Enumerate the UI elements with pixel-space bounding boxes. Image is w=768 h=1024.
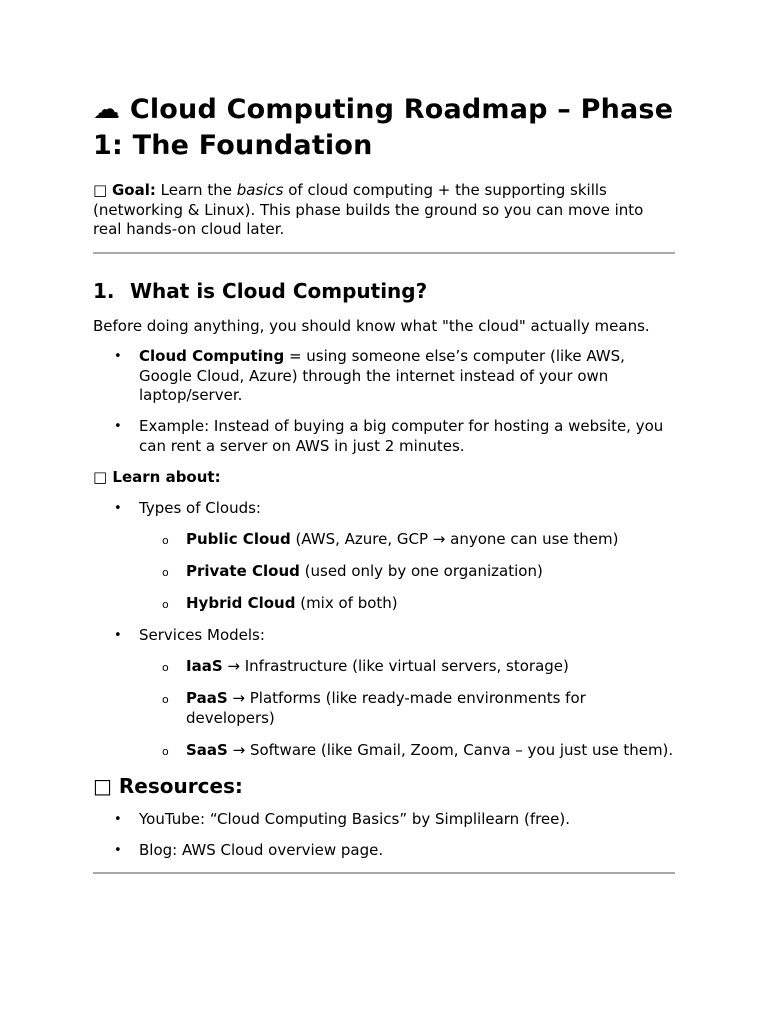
goal-text-2: of cloud computing + the supporting skills (networking & Linux). This phase builds the ground so you can move into real hands-on cloud later. (93, 181, 644, 238)
term-desc: → Infrastructure (like virtual servers, storage) (222, 657, 569, 675)
sub-bullet-icon: o (162, 566, 169, 579)
page-title-text: Cloud Computing Roadmap – Phase 1: The Foundation (93, 94, 674, 161)
resources-heading (93, 773, 675, 799)
sub-list-item (93, 530, 675, 550)
divider-top (93, 252, 675, 254)
learn-about-list-2 (93, 626, 675, 646)
bullet-icon: • (114, 628, 122, 643)
term-desc: (AWS, Azure, GCP → anyone can use them) (290, 530, 619, 548)
goal-text-1: Learn the (155, 181, 237, 199)
definition-term: Cloud Computing (139, 347, 285, 365)
divider-bottom (93, 872, 675, 874)
bullet-icon: • (114, 419, 122, 434)
sub-bullet-icon: o (162, 661, 169, 674)
resources-icon: □ (93, 774, 112, 798)
sub-bullet-icon: o (162, 598, 169, 611)
list-item-label: Types of Clouds: (139, 499, 261, 517)
resource-item (93, 841, 675, 861)
sub-list-item (93, 689, 675, 728)
page-title (93, 92, 675, 164)
section-heading-text: What is Cloud Computing? (130, 278, 428, 303)
list-item (93, 347, 675, 406)
section-number: 1. (93, 278, 115, 303)
bullet-icon: • (114, 501, 122, 516)
resources-list (93, 810, 675, 861)
resource-text: YouTube: “Cloud Computing Basics” by Simplilearn (free). (139, 810, 571, 828)
list-item-types-of-clouds (93, 499, 675, 519)
list-item-service-models (93, 626, 675, 646)
goal-emphasis: basics (236, 181, 284, 199)
term: Private Cloud (186, 562, 300, 580)
learn-about-list (93, 499, 675, 519)
section-heading-what-is-cloud (93, 278, 675, 304)
sub-list-item (93, 657, 675, 677)
cloud-types-sublist (93, 530, 675, 614)
term: Public Cloud (186, 530, 291, 548)
service-models-sublist (93, 657, 675, 760)
term-desc: (mix of both) (295, 594, 398, 612)
cloud-icon: ☁ (93, 94, 121, 125)
goal-icon: □ (93, 181, 108, 199)
sub-bullet-icon: o (162, 744, 169, 758)
sub-list-item (93, 594, 675, 614)
bullet-icon: • (114, 349, 122, 364)
resource-item (93, 810, 675, 830)
sub-list-item (93, 562, 675, 582)
list-item (93, 417, 675, 456)
term: IaaS (186, 657, 223, 675)
definition-text: = using someone else’s computer (like AWS, Google Cloud, Azure) through the internet instead of your own laptop/server. (139, 347, 625, 404)
learn-about-text: Learn about: (112, 467, 221, 486)
goal-label: Goal: (111, 181, 156, 199)
term-desc: (used only by one organization) (299, 562, 543, 580)
term: Hybrid Cloud (186, 594, 296, 612)
term-desc: → Software (like Gmail, Zoom, Canva – you just use them). (227, 740, 674, 759)
example-text: Example: Instead of buying a big computer for hosting a website, you can rent a server on AWS in just 2 minutes. (139, 417, 664, 455)
definition-list (93, 347, 675, 456)
section-intro: Before doing anything, you should know what "the cloud" actually means. (93, 316, 650, 335)
term: SaaS (186, 740, 228, 759)
sub-list-item (93, 741, 675, 761)
bullet-icon: • (114, 812, 122, 827)
resources-heading-text: Resources: (118, 774, 243, 798)
term: PaaS (186, 689, 228, 707)
learn-icon: □ (93, 467, 108, 486)
goal-paragraph (93, 181, 675, 240)
list-item-label: Services Models: (139, 626, 265, 644)
resource-text: Blog: AWS Cloud overview page. (139, 841, 384, 859)
bullet-icon: • (114, 843, 122, 858)
sub-bullet-icon: o (162, 534, 169, 547)
sub-bullet-icon: o (162, 693, 169, 706)
term-desc: → Platforms (like ready-made environments for developers) (186, 689, 586, 727)
learn-about-label (93, 468, 675, 488)
document-content (93, 92, 675, 874)
